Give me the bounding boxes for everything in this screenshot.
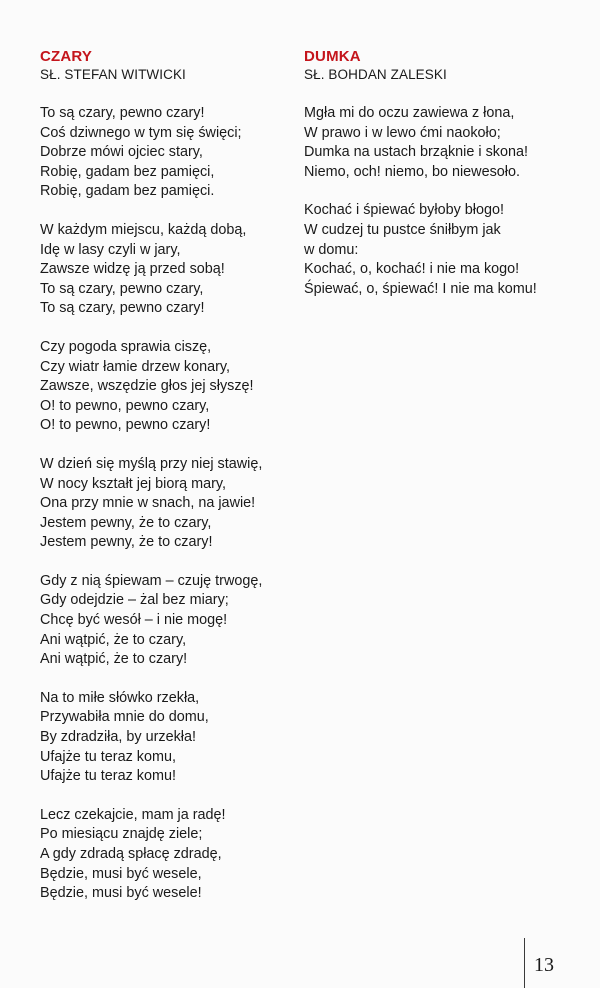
- verse-line: Czy wiatr łamie drzew konary,: [40, 358, 231, 375]
- poem-author: SŁ. BOHDAN ZALESKI: [304, 67, 447, 82]
- stanza: [40, 221, 290, 319]
- page-number-divider: [524, 938, 525, 988]
- verse-line: Gdy z nią śpiewam – czuję trwogę,: [40, 572, 263, 589]
- verse-line: W prawo i w lewo ćmi naokoło;: [304, 124, 501, 141]
- verse-line: Idę w lasy czyli w jary,: [40, 241, 181, 258]
- verse-line: Będzie, musi być wesele!: [40, 885, 202, 902]
- poem-title: CZARY: [40, 48, 93, 65]
- poem-title: DUMKA: [304, 48, 361, 65]
- verse-line: Kochać, o, kochać! i nie ma kogo!: [304, 261, 520, 278]
- verse-line: Jestem pewny, że to czary,: [40, 514, 212, 531]
- stanza: [304, 201, 574, 299]
- stanza: [304, 104, 574, 182]
- verse-line: Ani wątpić, że to czary!: [40, 651, 188, 668]
- verse-line: Zawsze widzę ją przed sobą!: [40, 261, 225, 278]
- verse-line: Ufajże tu teraz komu!: [40, 768, 176, 785]
- verse-line: Kochać i śpiewać byłoby błogo!: [304, 202, 504, 219]
- verse-line: To są czary, pewno czary!: [40, 105, 205, 121]
- verse-line: To są czary, pewno czary!: [40, 300, 205, 317]
- verse-line: W dzień się myślą przy niej stawię,: [40, 455, 263, 472]
- poem-author: SŁ. STEFAN WITWICKI: [40, 67, 186, 82]
- verse-line: Mgła mi do oczu zawiewa z łona,: [304, 105, 515, 121]
- verse-line: Przywabiła mnie do domu,: [40, 709, 209, 726]
- verse-line: Na to miłe słówko rzekła,: [40, 689, 200, 706]
- stanza: [40, 104, 290, 202]
- verse-line: w domu:: [304, 241, 359, 258]
- verse-line: O! to pewno, pewno czary,: [40, 397, 210, 414]
- verse-line: Chcę być wesół – i nie mogę!: [40, 612, 228, 629]
- stanza: [40, 338, 290, 436]
- verse-line: Ona przy mnie w snach, na jawie!: [40, 495, 256, 512]
- poem-czary: [40, 48, 290, 923]
- verse-line: Gdy odejdzie – żal bez miary;: [40, 592, 229, 609]
- verse-line: Coś dziwnego w tym się święci;: [40, 124, 242, 141]
- verse-line: Ani wątpić, że to czary,: [40, 631, 187, 648]
- stanza: [40, 572, 290, 670]
- verse-line: Dumka na ustach brząknie i skona!: [304, 144, 528, 161]
- verse-line: Będzie, musi być wesele,: [40, 865, 202, 882]
- verse-line: A gdy zdradą spłacę zdradę,: [40, 846, 222, 862]
- verse-line: Dobrze mówi ojciec stary,: [40, 144, 203, 161]
- verse-line: O! to pewno, pewno czary!: [40, 417, 211, 434]
- verse-line: Czy pogoda sprawia ciszę,: [40, 338, 212, 355]
- stanza: [40, 455, 290, 553]
- page-number: 13: [534, 954, 554, 976]
- verse-line: Lecz czekajcie, mam ja radę!: [40, 806, 226, 823]
- verse-line: Robię, gadam bez pamięci.: [40, 183, 215, 200]
- verse-line: Śpiewać, o, śpiewać! I nie ma komu!: [304, 280, 537, 297]
- verse-line: By zdradziła, by urzekła!: [40, 729, 196, 746]
- verse-line: To są czary, pewno czary,: [40, 280, 204, 297]
- verse-line: Robię, gadam bez pamięci,: [40, 163, 215, 180]
- verse-line: Niemo, och! niemo, bo niewesoło.: [304, 163, 520, 180]
- verse-line: Jestem pewny, że to czary!: [40, 534, 213, 551]
- verse-line: Ufajże tu teraz komu,: [40, 748, 176, 765]
- verse-line: W nocy kształt jej biorą mary,: [40, 475, 227, 492]
- verse-line: Zawsze, wszędzie głos jej słyszę!: [40, 378, 254, 395]
- poem-dumka: [304, 48, 574, 318]
- verse-line: Po miesiącu znajdę ziele;: [40, 826, 203, 843]
- stanza: [40, 806, 290, 904]
- verse-line: W każdym miejscu, każdą dobą,: [40, 221, 247, 238]
- stanza: [40, 689, 290, 787]
- verse-line: W cudzej tu pustce śniłbym jak: [304, 221, 501, 238]
